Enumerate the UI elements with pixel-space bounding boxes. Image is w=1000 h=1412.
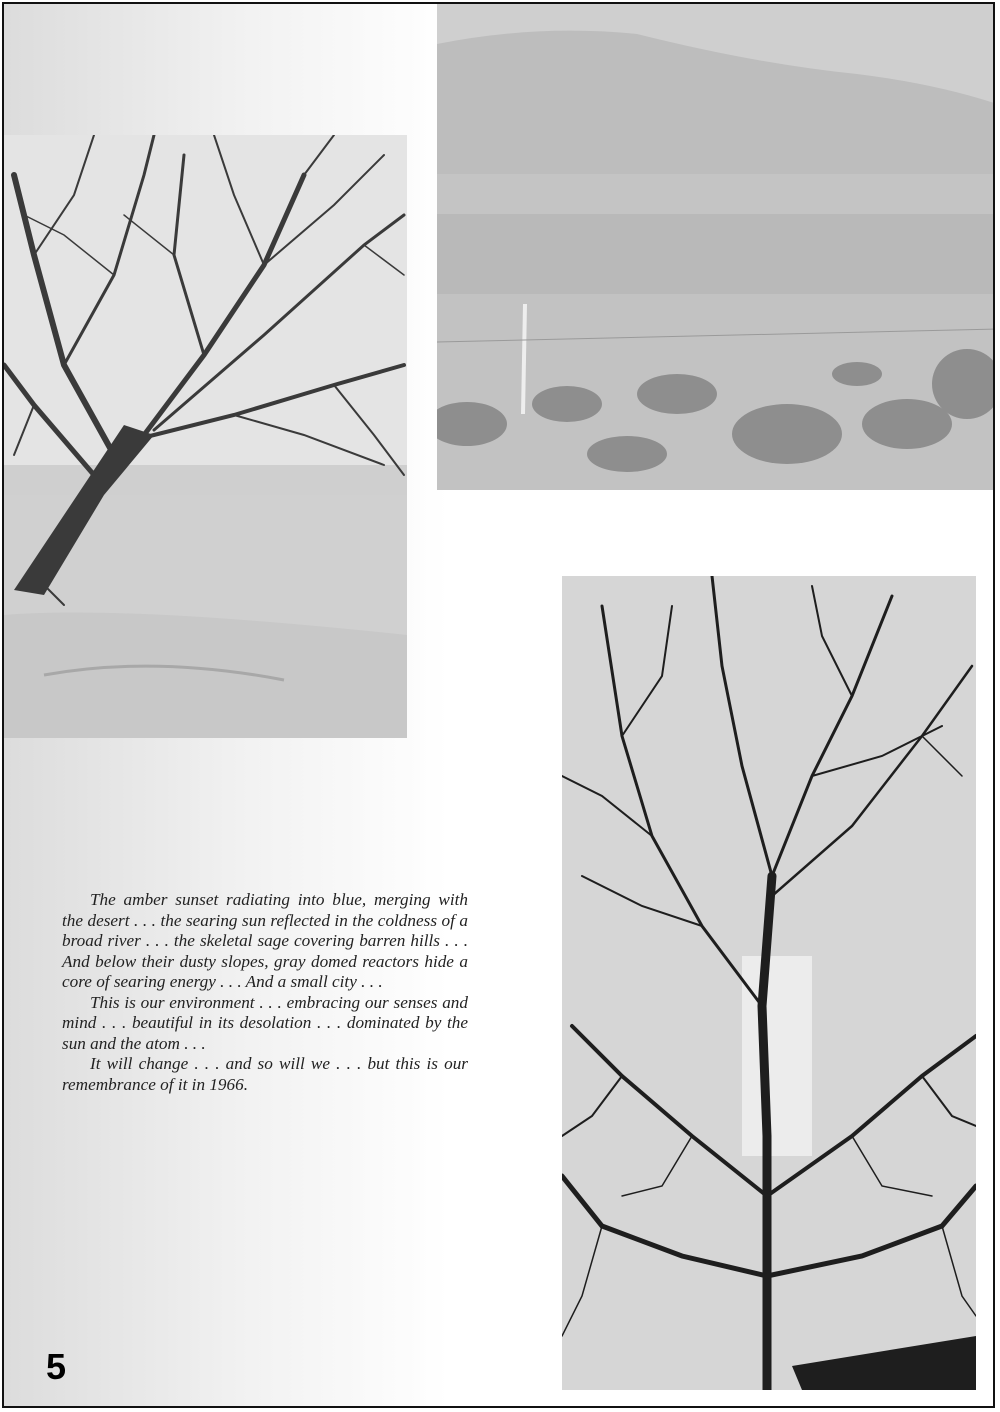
photo-desert-hills [437, 4, 995, 490]
photo-leaning-tree [4, 135, 407, 738]
caption-paragraph: It will change . . . and so will we . . . but this is our remembrance of it in 1966. [62, 1054, 468, 1094]
page-number: 5 [46, 1346, 67, 1387]
caption-paragraph: This is our environment . . . embracing our senses and mind . . . beautiful in its desolation . . . dominated by the sun and the atom . . . [62, 992, 468, 1053]
yearbook-page [2, 2, 995, 1408]
caption-text-block [62, 890, 468, 1095]
photo-bare-tree-silhouette [562, 576, 976, 1390]
caption-paragraph: The amber sunset radiating into blue, merging with the desert . . . the searing sun reflected in the coldness of a broad river . . . the skeletal sage covering barren hills . . . And below their dusty slopes, gray domed reactors hide a core of searing energy . . . And a small city . . . [62, 890, 468, 991]
